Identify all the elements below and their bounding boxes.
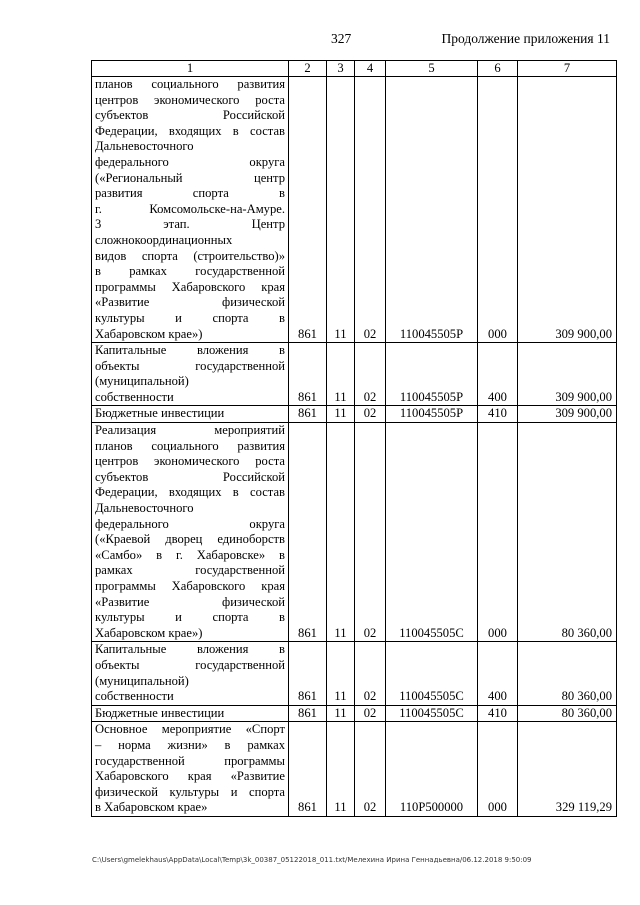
subsection-code: 02 xyxy=(355,705,386,722)
description-line: объекты государственной xyxy=(95,657,285,672)
amount-value: 329 119,29 xyxy=(518,722,617,817)
grbs-code: 861 xyxy=(289,722,327,817)
table-row xyxy=(92,722,617,817)
table-row xyxy=(92,343,617,406)
description-line: Федерации, входящих в состав xyxy=(95,123,285,138)
column-header-7: 7 xyxy=(518,61,617,77)
subsection-code: 02 xyxy=(355,406,386,423)
grbs-code: 861 xyxy=(289,705,327,722)
row-description xyxy=(92,406,289,423)
description-line: («Региональный центр xyxy=(95,170,285,185)
section-code: 11 xyxy=(327,642,355,705)
target-article-code: 110045505Р xyxy=(386,77,478,343)
table-header-row xyxy=(92,61,617,77)
table-row xyxy=(92,77,617,343)
table-row xyxy=(92,705,617,722)
amount-value: 309 900,00 xyxy=(518,343,617,406)
description-line: Хабаровского края «Развитие xyxy=(95,769,285,784)
description-line: в рамках государственной xyxy=(95,264,285,279)
budget-table xyxy=(91,60,617,817)
subsection-code: 02 xyxy=(355,343,386,406)
description-line: собственности xyxy=(95,689,174,704)
subsection-code: 02 xyxy=(355,642,386,705)
section-code: 11 xyxy=(327,406,355,423)
description-line: 3 этап. Центр xyxy=(95,217,285,232)
table-row xyxy=(92,642,617,705)
amount-value: 309 900,00 xyxy=(518,406,617,423)
description-line: Федерации, входящих в состав xyxy=(95,485,285,500)
column-header-5: 5 xyxy=(386,61,478,77)
section-code: 11 xyxy=(327,343,355,406)
description-line: (муниципальной) xyxy=(95,374,189,389)
section-code: 11 xyxy=(327,77,355,343)
row-description xyxy=(92,423,289,642)
description-line: Дальневосточного xyxy=(95,139,194,154)
expense-type-code: 000 xyxy=(478,77,518,343)
expense-type-code: 410 xyxy=(478,406,518,423)
target-article-code: 110045505Р xyxy=(386,343,478,406)
description-line: центров экономического роста xyxy=(95,92,285,107)
description-line: объекты государственной xyxy=(95,358,285,373)
description-line: планов социального развития xyxy=(95,77,285,91)
description-line: государственной программы xyxy=(95,753,285,768)
description-line: Капитальные вложения в xyxy=(95,343,285,358)
description-line: в Хабаровском крае» xyxy=(95,800,208,815)
footer-file-path: C:\Users\gmelekhaus\AppData\Local\Temp\3k_00387_05122018_011.txt/Мелехина Ирина Геннадьевна/06.12.2018 9:50:09 xyxy=(92,856,532,864)
appendix-caption: Продолжение приложения 11 xyxy=(441,31,610,46)
column-header-2: 2 xyxy=(289,61,327,77)
column-header-3: 3 xyxy=(327,61,355,77)
description-line: планов социального развития xyxy=(95,438,285,453)
description-line: «Развитие физической xyxy=(95,295,285,310)
subsection-code: 02 xyxy=(355,722,386,817)
subsection-code: 02 xyxy=(355,77,386,343)
page-number: 327 xyxy=(331,31,352,46)
description-line: Реализация мероприятий xyxy=(95,423,285,438)
description-line: «Развитие физической xyxy=(95,594,285,609)
grbs-code: 861 xyxy=(289,77,327,343)
grbs-code: 861 xyxy=(289,642,327,705)
row-description xyxy=(92,722,289,817)
description-line: субъектов Российской xyxy=(95,469,285,484)
description-line: Капитальные вложения в xyxy=(95,642,285,657)
amount-value: 80 360,00 xyxy=(518,423,617,642)
description-line: рамках государственной xyxy=(95,563,285,578)
description-line: – норма жизни» в рамках xyxy=(95,737,285,752)
table-row xyxy=(92,423,617,642)
section-code: 11 xyxy=(327,423,355,642)
row-description xyxy=(92,343,289,406)
expense-type-code: 400 xyxy=(478,343,518,406)
description-line: федерального округа xyxy=(95,516,285,531)
section-code: 11 xyxy=(327,705,355,722)
description-line: г. Комсомольске-на-Амуре. xyxy=(95,201,285,216)
description-line: «Самбо» в г. Хабаровске» в xyxy=(95,547,285,562)
amount-value: 309 900,00 xyxy=(518,77,617,343)
expense-type-code: 400 xyxy=(478,642,518,705)
description-line: («Краевой дворец единоборств xyxy=(95,532,285,547)
description-line: центров экономического роста xyxy=(95,454,285,469)
description-line: собственности xyxy=(95,389,174,404)
description-line: федерального округа xyxy=(95,154,285,169)
description-line: программы Хабаровского края xyxy=(95,279,285,294)
grbs-code: 861 xyxy=(289,406,327,423)
description-line: Бюджетные инвестиции xyxy=(95,406,225,421)
description-line: Бюджетные инвестиции xyxy=(95,705,225,720)
description-line: Дальневосточного xyxy=(95,501,194,516)
description-line: развития спорта в xyxy=(95,186,285,201)
description-line: программы Хабаровского края xyxy=(95,579,285,593)
description-line: (муниципальной) xyxy=(95,673,189,688)
description-line: культуры и спорта в xyxy=(95,610,285,625)
amount-value: 80 360,00 xyxy=(518,705,617,722)
table-row xyxy=(92,406,617,423)
amount-value: 80 360,00 xyxy=(518,642,617,705)
description-line: Основное мероприятие «Спорт xyxy=(95,722,285,737)
description-line: Хабаровском крае») xyxy=(95,326,203,341)
expense-type-code: 000 xyxy=(478,722,518,817)
target-article-code: 110045505С xyxy=(386,642,478,705)
target-article-code: 110045505Р xyxy=(386,406,478,423)
row-description xyxy=(92,642,289,705)
grbs-code: 861 xyxy=(289,423,327,642)
description-line: видов спорта (строительство)» xyxy=(95,248,285,263)
column-header-4: 4 xyxy=(355,61,386,77)
target-article-code: 110Р500000 xyxy=(386,722,478,817)
description-line: культуры и спорта в xyxy=(95,310,285,325)
target-article-code: 110045505С xyxy=(386,423,478,642)
grbs-code: 861 xyxy=(289,343,327,406)
column-header-1: 1 xyxy=(92,61,289,77)
description-line: физической культуры и спорта xyxy=(95,784,285,799)
row-description xyxy=(92,77,289,343)
description-line: Хабаровском крае») xyxy=(95,625,203,640)
description-line: сложнокоординационных xyxy=(95,232,233,247)
target-article-code: 110045505С xyxy=(386,705,478,722)
expense-type-code: 000 xyxy=(478,423,518,642)
section-code: 11 xyxy=(327,722,355,817)
description-line: субъектов Российской xyxy=(95,108,285,123)
row-description xyxy=(92,705,289,722)
expense-type-code: 410 xyxy=(478,705,518,722)
column-header-6: 6 xyxy=(478,61,518,77)
subsection-code: 02 xyxy=(355,423,386,642)
